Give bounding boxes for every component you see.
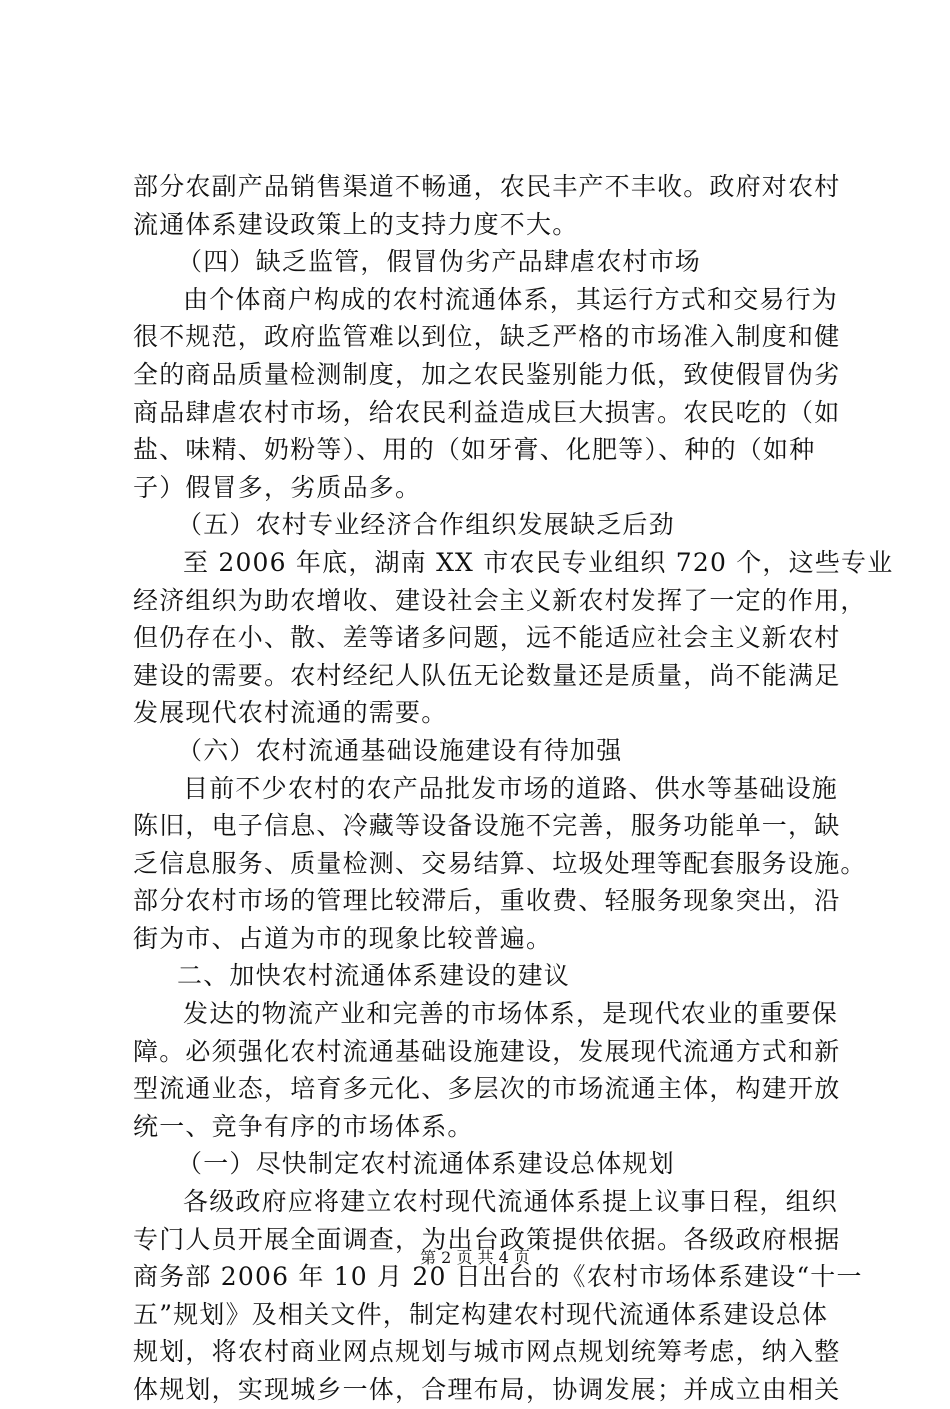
- paragraph-line: 经济组织为助农增收、建设社会主义新农村发挥了一定的作用，: [133, 585, 867, 615]
- paragraph-line: 陈旧，电子信息、冷藏等设备设施不完善，服务功能单一，缺: [133, 811, 841, 841]
- paragraph-line: 街为市、占道为市的现象比较普遍。: [133, 923, 553, 953]
- section-heading: 二、加快农村流通体系建设的建议: [177, 961, 571, 991]
- section-heading: （五）农村专业经济合作组织发展缺乏后劲: [177, 510, 675, 540]
- section-heading: （六）农村流通基础设施建设有待加强: [177, 735, 623, 765]
- paragraph-line: 各级政府应将建立农村现代流通体系提上议事日程，组织: [183, 1187, 839, 1217]
- paragraph-line: 统一、竞争有序的市场体系。: [133, 1111, 474, 1141]
- paragraph-line: 型流通业态，培育多元化、多层次的市场流通主体，构建开放: [133, 1074, 841, 1104]
- paragraph-line: 专门人员开展全面调查，为出台政策提供依据。各级政府根据: [133, 1224, 841, 1254]
- paragraph-line: 发达的物流产业和完善的市场体系，是现代农业的重要保: [183, 999, 839, 1029]
- paragraph-line: 商品肆虐农村市场，给农民利益造成巨大损害。农民吃的（如: [133, 397, 841, 427]
- document-body: [133, 168, 894, 1409]
- paragraph-line: 乏信息服务、质量检测、交易结算、垃圾处理等配套服务设施。: [133, 848, 867, 878]
- paragraph-line: 全的商品质量检测制度，加之农民鉴别能力低，致使假冒伪劣: [133, 359, 841, 389]
- paragraph-line: 体规划，实现城乡一体，合理布局，协调发展；并成立由相关: [133, 1375, 841, 1404]
- paragraph-line: 子）假冒多，劣质品多。: [133, 472, 422, 502]
- paragraph-line: 流通体系建设政策上的支持力度不大。: [133, 209, 579, 239]
- paragraph-line: 很不规范，政府监管难以到位，缺乏严格的市场准入制度和健: [133, 322, 841, 352]
- paragraph-line: 由个体商户构成的农村流通体系，其运行方式和交易行为: [183, 284, 839, 314]
- page-number-footer: 第 2 页 共 4 页: [420, 1248, 530, 1267]
- paragraph-line: 盐、味精、奶粉等）、用的（如牙膏、化肥等）、种的（如种: [133, 435, 816, 465]
- paragraph-line: 部分农村市场的管理比较滞后，重收费、轻服务现象突出，沿: [133, 886, 841, 916]
- paragraph-line: 部分农副产品销售渠道不畅通，农民丰产不丰收。政府对农村: [133, 172, 841, 201]
- paragraph-line: 障。必须强化农村流通基础设施建设，发展现代流通方式和新: [133, 1036, 841, 1066]
- paragraph-line: 商务部 2006 年 10 月 20 日出台的《农村市场体系建设“十一: [133, 1262, 863, 1292]
- paragraph-line: 目前不少农村的农产品批发市场的道路、供水等基础设施: [183, 773, 839, 803]
- paragraph-line: 发展现代农村流通的需要。: [133, 698, 448, 728]
- section-heading: （一）尽快制定农村流通体系建设总体规划: [177, 1149, 675, 1179]
- paragraph-line: 但仍存在小、散、差等诸多问题，远不能适应社会主义新农村: [133, 623, 841, 653]
- paragraph-line: 五”规划》及相关文件，制定构建农村现代流通体系建设总体: [133, 1299, 829, 1329]
- paragraph-line: 规划，将农村商业网点规划与城市网点规划统筹考虑，纳入整: [133, 1337, 841, 1367]
- paragraph-line: 建设的需要。农村经纪人队伍无论数量还是质量，尚不能满足: [133, 660, 841, 690]
- section-heading: （四）缺乏监管，假冒伪劣产品肆虐农村市场: [177, 247, 702, 277]
- paragraph-line: 至 2006 年底，湖南 XX 市农民专业组织 720 个，这些专业: [183, 547, 894, 577]
